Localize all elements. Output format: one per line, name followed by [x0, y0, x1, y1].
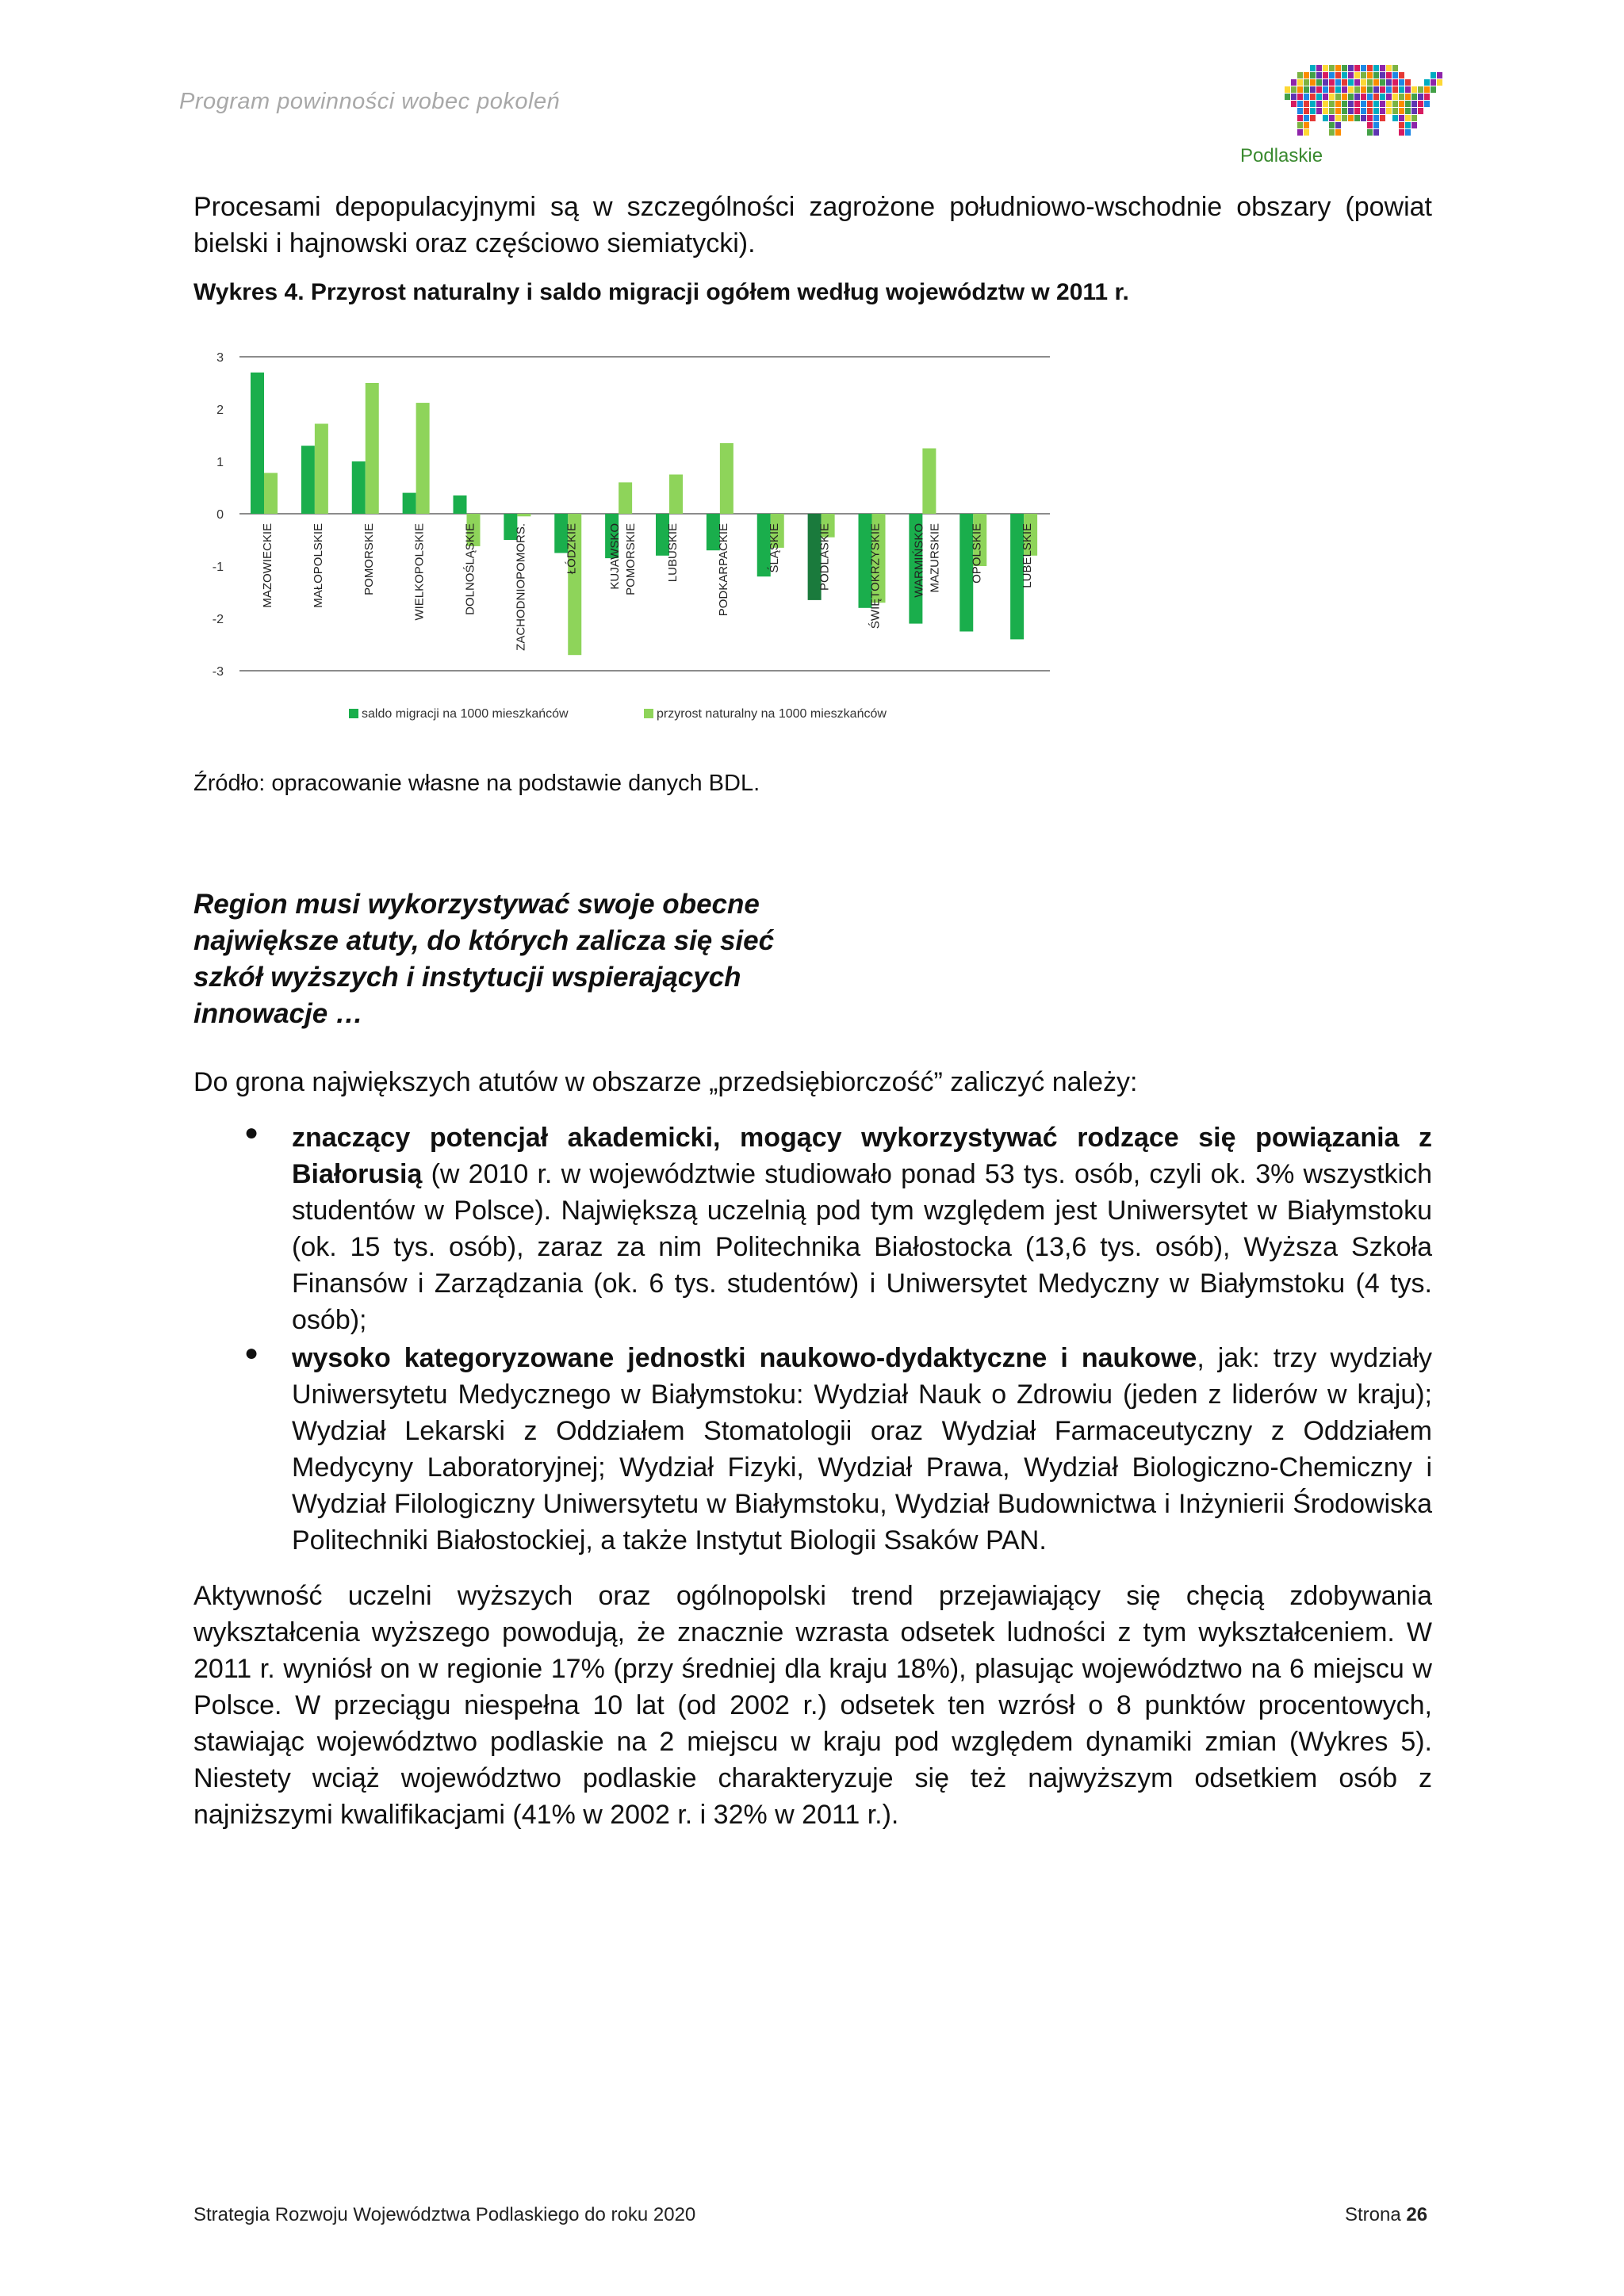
bar-saldo-0	[251, 373, 264, 514]
logo-pixel	[1297, 72, 1303, 78]
logo-pixel	[1373, 129, 1379, 136]
logo-pixel	[1329, 72, 1335, 78]
logo-pixel	[1323, 101, 1328, 107]
logo-pixel	[1380, 94, 1385, 100]
logo-pixel	[1323, 94, 1328, 100]
logo-pixel	[1392, 79, 1398, 86]
logo-pixel	[1431, 79, 1436, 86]
logo-pixel	[1392, 115, 1398, 121]
bar-saldo-2	[352, 461, 366, 514]
logo-pixel	[1329, 122, 1335, 128]
logo-pixel	[1361, 115, 1366, 121]
logo-pixel	[1437, 79, 1442, 86]
logo-pixel	[1399, 129, 1404, 136]
x-tick-label: POMORSKIE	[624, 523, 638, 595]
y-tick-label: 0	[216, 508, 224, 522]
y-tick-label: 1	[216, 456, 224, 469]
logo-pixel	[1380, 79, 1385, 86]
logo-pixel	[1411, 108, 1417, 114]
y-tick-label: 3	[216, 351, 224, 365]
logo-pixel	[1424, 101, 1430, 107]
logo-pixel	[1354, 65, 1360, 71]
logo-pixel	[1373, 101, 1379, 107]
logo-pixel	[1373, 115, 1379, 121]
y-tick-label: -1	[212, 561, 224, 574]
logo-pixel	[1297, 122, 1303, 128]
y-tick-label: 2	[216, 404, 224, 417]
logo-pixel	[1399, 94, 1404, 100]
logo-pixel	[1291, 101, 1297, 107]
logo-pixel	[1348, 86, 1354, 93]
logo-pixel	[1329, 65, 1335, 71]
logo-pixel	[1361, 108, 1366, 114]
logo-pixel	[1367, 79, 1373, 86]
logo-pixel	[1399, 108, 1404, 114]
logo-pixel	[1367, 65, 1373, 71]
logo-pixel	[1316, 94, 1322, 100]
logo-pixel	[1418, 101, 1423, 107]
logo-pixel	[1354, 72, 1360, 78]
logo-pixel	[1291, 94, 1297, 100]
logo-pixel	[1411, 115, 1417, 121]
logo-pixel	[1405, 115, 1411, 121]
y-tick-label: -2	[212, 613, 224, 626]
x-tick-label: POMORSKIE	[362, 523, 376, 595]
logo-pixel	[1297, 86, 1303, 93]
bar-chart	[193, 341, 1097, 745]
logo-pixel	[1304, 86, 1309, 93]
logo-pixel	[1431, 86, 1436, 93]
bullet-1-bold: znaczący potencjał akademicki, mogący wykorzystywać rodzące się powiązania z Białorusią	[292, 1123, 1432, 1189]
x-tick-label: ŚWIĘTOKRZYSKIE	[868, 523, 883, 629]
logo-pixel	[1335, 129, 1341, 136]
logo-pixel	[1361, 86, 1366, 93]
x-tick-label: LUBELSKIE	[1021, 523, 1035, 588]
logo-pixel	[1361, 72, 1366, 78]
logo-pixel	[1399, 101, 1404, 107]
logo-pixel	[1291, 79, 1297, 86]
logo-pixel	[1342, 86, 1347, 93]
logo-pixel	[1411, 101, 1417, 107]
logo-pixel	[1399, 79, 1404, 86]
logo-pixel	[1367, 108, 1373, 114]
bar-saldo-3	[403, 493, 416, 514]
logo-pixel	[1431, 72, 1436, 78]
logo-pixel	[1418, 94, 1423, 100]
logo-pixel	[1297, 115, 1303, 121]
chart-y-axis	[213, 351, 224, 679]
logo-pixel	[1316, 79, 1322, 86]
logo-pixel	[1297, 129, 1303, 136]
logo-pixel	[1354, 115, 1360, 121]
logo-pixel	[1348, 65, 1354, 71]
logo-pixel	[1405, 108, 1411, 114]
logo-mosaic	[1285, 65, 1442, 136]
x-tick-label: OPOLSKIE	[970, 523, 984, 584]
logo-pixel	[1405, 129, 1411, 136]
logo-pixel	[1437, 72, 1442, 78]
logo-pixel	[1354, 86, 1360, 93]
logo-pixel	[1329, 79, 1335, 86]
bar-przyrost-9	[720, 443, 733, 514]
logo-pixel	[1304, 108, 1309, 114]
logo-pixel	[1367, 129, 1373, 136]
logo-pixel	[1373, 94, 1379, 100]
bar-przyrost-5	[517, 514, 530, 516]
logo-pixel	[1424, 94, 1430, 100]
logo-pixel	[1399, 72, 1404, 78]
logo-pixel	[1304, 94, 1309, 100]
page-number: 26	[1406, 2204, 1428, 2225]
logo-pixel	[1297, 108, 1303, 114]
logo-pixel	[1348, 94, 1354, 100]
logo-pixel	[1399, 122, 1404, 128]
logo-pixel	[1367, 72, 1373, 78]
bullet-2-text: , jak: trzy wydziały Uniwersytetu Medycznego w Białymstoku: Wydział Nauk o Zdrowiu (jeden z liderów w kraju); Wydział Lekarski z Oddziałem Stomatologii oraz Wydział Farmaceutyczny z Oddziałem Medycyny Laboratoryjnej; Wydział Fizyki, Wydział Prawa, Wydział Biologiczno-Chemiczny i Wydział Filologiczny Uniwersytetu w Białymstoku, Wydział Budownictwa i Inżynierii Środowiska Politechniki Białostockiej, a także Instytut Biologii Ssaków PAN.	[292, 1343, 1433, 1556]
bar-przyrost-13	[922, 449, 936, 515]
logo-pixel	[1373, 108, 1379, 114]
bar-przyrost-2	[366, 383, 379, 514]
logo-pixel	[1405, 101, 1411, 107]
logo-pixel	[1323, 79, 1328, 86]
logo-pixel	[1297, 101, 1303, 107]
logo-pixel	[1342, 101, 1347, 107]
bullet-item-1	[292, 1119, 1432, 1338]
logo-pixel	[1373, 86, 1379, 93]
logo-pixel	[1386, 65, 1392, 71]
logo-pixel	[1329, 101, 1335, 107]
logo-pixel	[1380, 72, 1385, 78]
logo-pixel	[1297, 79, 1303, 86]
logo-pixel	[1386, 94, 1392, 100]
x-tick-label: WARMIŃSKO	[912, 523, 926, 598]
logo-pixel	[1354, 79, 1360, 86]
logo-pixel	[1342, 115, 1347, 121]
logo-pixel	[1323, 86, 1328, 93]
logo-pixel	[1304, 72, 1309, 78]
x-tick-label: MAZOWIECKIE	[261, 523, 274, 608]
logo-pixel	[1297, 94, 1303, 100]
footer-page	[1345, 2204, 1427, 2226]
x-tick-label: ŁÓDZKIE	[565, 523, 579, 575]
logo-pixel	[1418, 86, 1423, 93]
logo-pixel	[1367, 115, 1373, 121]
chart-source: Źródło: opracowanie własne na podstawie danych BDL.	[193, 771, 760, 796]
logo-pixel	[1392, 65, 1398, 71]
logo-pixel	[1316, 108, 1322, 114]
logo-pixel	[1354, 108, 1360, 114]
logo-pixel	[1310, 72, 1316, 78]
logo-pixel	[1342, 108, 1347, 114]
logo-pixel	[1411, 86, 1417, 93]
bar-saldo-1	[301, 446, 315, 514]
logo-pixel	[1342, 65, 1347, 71]
logo-pixel	[1335, 108, 1341, 114]
x-tick-label: PODKARPACKIE	[716, 523, 730, 617]
logo-pixel	[1354, 101, 1360, 107]
logo-pixel	[1373, 72, 1379, 78]
logo-pixel	[1285, 86, 1290, 93]
logo-pixel	[1361, 101, 1366, 107]
logo-pixel	[1411, 94, 1417, 100]
intro-paragraph: Procesami depopulacyjnymi są w szczególności zagrożone południowo-wschodnie obszary (powiat bielski i hajnowski oraz częściowo siemiatycki).	[193, 192, 1432, 258]
logo-pixel	[1392, 72, 1398, 78]
logo-pixel	[1418, 108, 1423, 114]
bullet-item-2	[292, 1340, 1432, 1559]
logo-pixel	[1310, 101, 1316, 107]
logo-pixel	[1373, 122, 1379, 128]
logo-pixel	[1386, 108, 1392, 114]
logo-pixel	[1348, 108, 1354, 114]
bullet-2-bold: wysoko kategoryzowane jednostki naukowo-dydaktyczne i naukowe	[292, 1343, 1197, 1373]
running-header-title: Program powinności wobec pokoleń	[179, 89, 561, 114]
logo-pixel	[1367, 101, 1373, 107]
logo-pixel	[1367, 122, 1373, 128]
bar-przyrost-7	[619, 482, 632, 514]
logo-pixel	[1386, 79, 1392, 86]
logo-pixel	[1310, 86, 1316, 93]
logo-pixel	[1316, 65, 1322, 71]
logo-pixel	[1405, 86, 1411, 93]
logo-pixel	[1348, 115, 1354, 121]
legend-swatch	[349, 709, 358, 718]
logo-pixel	[1335, 94, 1341, 100]
legend-swatch	[644, 709, 653, 718]
logo-pixel	[1304, 115, 1309, 121]
bullet-1-text: (w 2010 r. w województwie studiowało ponad 53 tys. osób, czyli ok. 3% wszystkich studentów w Polsce). Największą uczelnią pod tym względem jest Uniwersytet w Białymstoku (ok. 15 tys. osób), zaraz za nim Politechnika Białostocka (13,6 tys. osób), Wyższa Szkoła Finansów i Zarządzania (ok. 6 tys. studentów) i Uniwersytet Medyczny w Białymstoku (4 tys. osób);	[292, 1159, 1432, 1335]
logo-pixel	[1361, 65, 1366, 71]
footer-title: Strategia Rozwoju Województwa Podlaskiego do roku 2020	[193, 2204, 696, 2225]
logo-pixel	[1310, 108, 1316, 114]
logo-pixel	[1323, 115, 1328, 121]
logo-pixel	[1348, 79, 1354, 86]
logo-pixel	[1335, 72, 1341, 78]
logo-pixel	[1424, 86, 1430, 93]
logo-pixel	[1367, 86, 1373, 93]
logo-pixel	[1342, 94, 1347, 100]
x-tick-label: MAZURSKIE	[928, 523, 942, 593]
logo-pixel	[1329, 94, 1335, 100]
logo-pixel	[1335, 65, 1341, 71]
logo-pixel	[1399, 86, 1404, 93]
logo-pixel	[1380, 108, 1385, 114]
logo-pixel	[1310, 79, 1316, 86]
logo-pixel	[1373, 65, 1379, 71]
legend-label: przyrost naturalny na 1000 mieszkańców	[657, 707, 887, 721]
bar-przyrost-8	[669, 475, 683, 515]
logo-pixel	[1335, 79, 1341, 86]
bar-przyrost-1	[315, 423, 328, 514]
podlaskie-logo	[1237, 63, 1443, 166]
section-intro: Do grona największych atutów w obszarze „przedsiębiorczość” zaliczyć należy:	[193, 1067, 1138, 1097]
logo-pixel	[1329, 115, 1335, 121]
logo-pixel	[1386, 86, 1392, 93]
logo-pixel	[1348, 101, 1354, 107]
logo-pixel	[1354, 94, 1360, 100]
logo-pixel	[1380, 65, 1385, 71]
logo-text: Podlaskie	[1240, 145, 1323, 166]
logo-pixel	[1329, 129, 1335, 136]
chart-caption: Wykres 4. Przyrost naturalny i saldo migracji ogółem według województw w 2011 r.	[193, 279, 1129, 305]
logo-pixel	[1310, 94, 1316, 100]
x-tick-label: WIELKOPOLSKIE	[412, 523, 427, 621]
logo-pixel	[1405, 94, 1411, 100]
section-heading: Region musi wykorzystywać swoje obecne największe atuty, do których zalicza się sieć szkół wyższych i instytucji wspierających innowacje …	[193, 889, 775, 1029]
logo-pixel	[1329, 108, 1335, 114]
y-tick-label: -3	[212, 665, 224, 679]
logo-pixel	[1392, 94, 1398, 100]
logo-pixel	[1399, 115, 1404, 121]
logo-pixel	[1304, 122, 1309, 128]
logo-pixel	[1304, 79, 1309, 86]
bar-przyrost-0	[264, 473, 278, 514]
x-tick-label: LUBUSKIE	[666, 523, 680, 583]
closing-paragraph: Aktywność uczelni wyższych oraz ogólnopolski trend przejawiający się chęcią zdobywania wykształcenia wyższego powodują, że znacznie wzrasta odsetek ludności z tym wykształceniem. W 2011 r. wyniósł on w regionie 17% (przy średniej dla kraju 18%), plasując województwo na 6 miejscu w Polsce. W przeciągu niespełna 10 lat (od 2002 r.) odsetek ten wzrósł o 8 punktów procentowych, stawiając województwo podlaskie na 2 miejscu w kraju pod względem dynamiki zmian (Wykres 5). Niestety wciąż województwo podlaskie charakteryzuje się też najwyższym odsetkiem osób z najniższymi kwalifikacjami (41% w 2002 r. i 32% w 2011 r.).	[193, 1581, 1432, 1830]
bar-saldo-4	[454, 496, 467, 514]
logo-pixel	[1335, 101, 1341, 107]
logo-pixel	[1316, 101, 1322, 107]
logo-pixel	[1392, 108, 1398, 114]
logo-pixel	[1335, 122, 1341, 128]
logo-pixel	[1380, 101, 1385, 107]
chart-x-axis	[261, 523, 1034, 651]
logo-pixel	[1335, 86, 1341, 93]
logo-pixel	[1380, 115, 1385, 121]
logo-pixel	[1335, 115, 1341, 121]
logo-pixel	[1361, 79, 1366, 86]
logo-pixel	[1316, 86, 1322, 93]
logo-pixel	[1285, 94, 1290, 100]
logo-pixel	[1329, 86, 1335, 93]
bar-przyrost-3	[416, 403, 430, 514]
logo-pixel	[1291, 86, 1297, 93]
logo-pixel	[1424, 79, 1430, 86]
logo-pixel	[1361, 94, 1366, 100]
logo-pixel	[1310, 115, 1316, 121]
x-tick-label: KUJAWSKO	[608, 523, 622, 590]
logo-pixel	[1392, 86, 1398, 93]
x-tick-label: PODLASKIE	[818, 523, 832, 591]
logo-pixel	[1386, 101, 1392, 107]
logo-pixel	[1342, 79, 1347, 86]
logo-pixel	[1304, 101, 1309, 107]
bullet-marker: ●	[244, 1119, 259, 1146]
page-label: Strona	[1345, 2204, 1401, 2225]
logo-pixel	[1348, 72, 1354, 78]
logo-pixel	[1304, 129, 1309, 136]
logo-pixel	[1373, 79, 1379, 86]
chart-legend	[349, 707, 887, 721]
logo-pixel	[1323, 108, 1328, 114]
legend-label: saldo migracji na 1000 mieszkańców	[362, 707, 569, 721]
bullet-marker: ●	[244, 1340, 259, 1366]
logo-pixel	[1367, 94, 1373, 100]
logo-pixel	[1316, 72, 1322, 78]
x-tick-label: ZACHODNIOPOMORS.	[514, 523, 528, 651]
x-tick-label: ŚLĄSKIE	[767, 523, 781, 573]
x-tick-label: MAŁOPOLSKIE	[311, 523, 325, 608]
logo-pixel	[1342, 72, 1347, 78]
logo-pixel	[1411, 122, 1417, 128]
logo-pixel	[1323, 72, 1328, 78]
logo-pixel	[1392, 101, 1398, 107]
logo-pixel	[1323, 65, 1328, 71]
logo-pixel	[1386, 72, 1392, 78]
logo-pixel	[1310, 65, 1316, 71]
x-tick-label: DOLNOŚLĄSKIE	[463, 523, 477, 615]
logo-pixel	[1380, 86, 1385, 93]
logo-pixel	[1405, 79, 1411, 86]
logo-pixel	[1405, 122, 1411, 128]
